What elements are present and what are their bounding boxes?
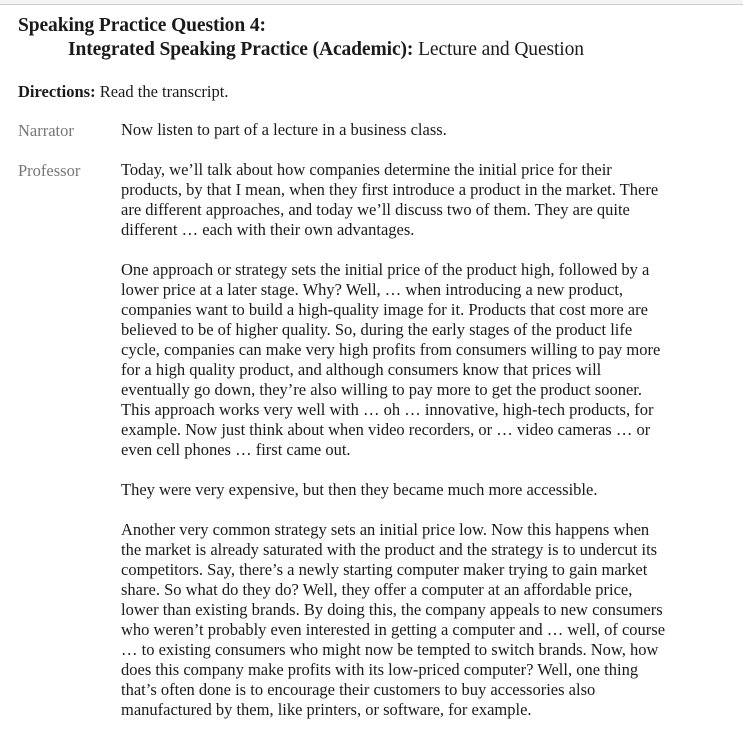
professor-paragraph-3 [121,480,711,500]
professor-paragraph-1 [121,160,711,240]
top-border [0,0,743,5]
text-line: the market is already saturated with the product and the strategy is to undercut its [121,540,658,559]
text-line: share. So what do they do? Well, they offer a computer at an affordable price, [121,580,633,599]
text-line: products, by that I mean, when they first introduce a product in the market. There [121,180,659,199]
professor-paragraph-4 [121,520,711,720]
text-line: Now listen to part of a lecture in a business class. [121,120,447,139]
page-title: Speaking Practice Question 4: [18,15,266,36]
text-line: are different approaches, and today we’ll discuss two of them. They are quite [121,200,630,219]
text-line: Another very common strategy sets an initial price low. Now this happens when [121,520,650,539]
speaker-label-narrator: Narrator [18,121,74,140]
subtitle-bold: Integrated Speaking Practice (Academic): [68,39,414,60]
speaker-label-professor: Professor [18,161,81,180]
text-line: One approach or strategy sets the initial price of the product high, followed by a [121,260,650,279]
text-line: competitors. Say, there’s a newly starting computer maker trying to gain market [121,560,648,579]
text-line: believed to be of higher quality. So, during the early stages of the product life [121,320,633,339]
text-line: lower price at a later stage. Why? Well, … when introducing a new product, [121,280,624,299]
text-line: lower than existing brands. By doing this, the company appeals to new consumers [121,600,663,619]
page-subtitle [68,39,584,61]
text-line: does this company make profits with its low-priced computer? Well, one thing [121,660,639,679]
text-line: This approach works very well with … oh … innovative, high-tech products, for [121,400,654,419]
text-line: example. Now just think about when video recorders, or … video cameras … or [121,420,651,439]
directions-text: Read the transcript. [95,82,229,101]
directions [18,82,228,102]
narrator-text [121,120,711,140]
text-line: cycle, companies can make very high profits from consumers willing to pay more [121,340,661,359]
text-line: companies want to build a high-quality image for it. Products that cost more are [121,300,648,319]
text-line: eventually go down, they’re also willing to pay more to get the product sooner. [121,380,643,399]
directions-label: Directions: [18,82,96,101]
text-line: who weren’t probably even interested in getting a computer and … well, of course [121,620,666,639]
subtitle-regular: Lecture and Question [413,39,584,60]
text-line: for a high quality product, and although consumers know that prices will [121,360,602,379]
text-line: different … each with their own advantages. [121,220,415,239]
text-line: that’s often done is to encourage their customers to buy accessories also [121,680,596,699]
text-line: even cell phones … first came out. [121,440,351,459]
text-line: … to existing consumers who might now be tempted to switch brands. Now, how [121,640,659,659]
text-line: They were very expensive, but then they became much more accessible. [121,480,598,499]
text-line: Today, we’ll talk about how companies determine the initial price for their [121,160,612,179]
professor-paragraph-2 [121,260,711,460]
text-line: manufactured by them, like printers, or software, for example. [121,700,532,719]
